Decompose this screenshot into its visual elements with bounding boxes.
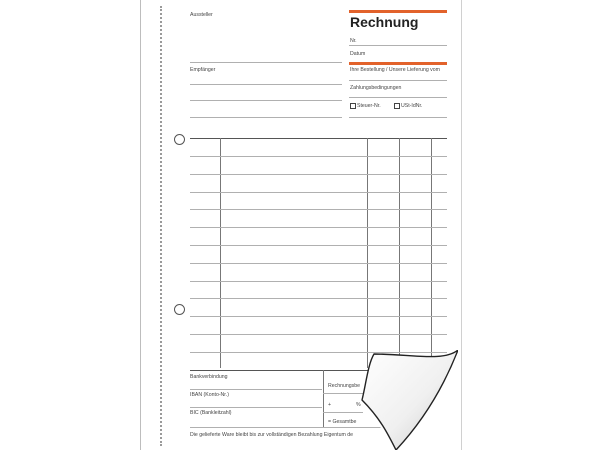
page-curl (358, 350, 458, 450)
perforation-line (160, 6, 162, 446)
table-row-line (190, 316, 447, 317)
tax-checkbox-label: Steuer-Nr. (357, 103, 381, 109)
bank-line (190, 389, 322, 390)
table-row-line (190, 192, 447, 193)
table-row-line (190, 281, 447, 282)
vat-checkbox[interactable] (394, 103, 400, 109)
tax-checkbox[interactable] (350, 103, 356, 109)
plus-label: + (328, 402, 332, 408)
table-row-line (190, 245, 447, 246)
bottom-col-divider (323, 370, 324, 427)
date-label: Datum (350, 51, 366, 57)
title-bar-top (349, 10, 447, 13)
table-row-line (190, 156, 447, 157)
punch-hole-top (174, 134, 185, 145)
tax-line (349, 117, 447, 118)
punch-hole-bottom (174, 304, 185, 315)
number-label: Nr. (350, 38, 357, 44)
title-bar-bottom (349, 62, 447, 65)
recipient-line-1 (190, 84, 342, 85)
vat-checkbox-label: USt-IdNr. (401, 103, 423, 109)
sender-label: Aussteller (190, 12, 213, 18)
recipient-line-2 (190, 100, 342, 101)
invoice-amount-line (323, 393, 363, 394)
percent-label: % (356, 402, 361, 408)
payment-label: Zahlungsbedingungen (350, 85, 402, 91)
table-row-line (190, 174, 447, 175)
iban-line (190, 407, 322, 408)
table-row-line (190, 334, 447, 335)
sender-line (190, 62, 342, 63)
footer-note: Die gelieferte Ware bleibt bis zur vollständigen Bezahlung Eigentum de (190, 432, 354, 438)
iban-label: IBAN (Konto-Nr.) (190, 392, 229, 398)
table-row-line (190, 227, 447, 228)
invoice-title: Rechnung (350, 14, 419, 30)
bic-label: BIC (Bankleitzahl) (190, 410, 232, 416)
total-label: = Gesamtbe (328, 419, 357, 425)
payment-line (349, 97, 447, 98)
invoice-amount-label: Rechnungsbe (328, 383, 361, 389)
order-label: Ihre Bestellung / Unsere Lieferung vom (350, 67, 440, 73)
table-top-line (190, 138, 447, 139)
recipient-line-3 (190, 117, 342, 118)
number-line (349, 45, 447, 46)
recipient-label: Empfänger (190, 67, 216, 73)
table-row-line (190, 209, 447, 210)
table-row-line (190, 298, 447, 299)
order-line (349, 80, 447, 81)
tax-amount-line (323, 412, 363, 413)
table-row-line (190, 263, 447, 264)
bank-label: Bankverbindung (190, 374, 228, 380)
